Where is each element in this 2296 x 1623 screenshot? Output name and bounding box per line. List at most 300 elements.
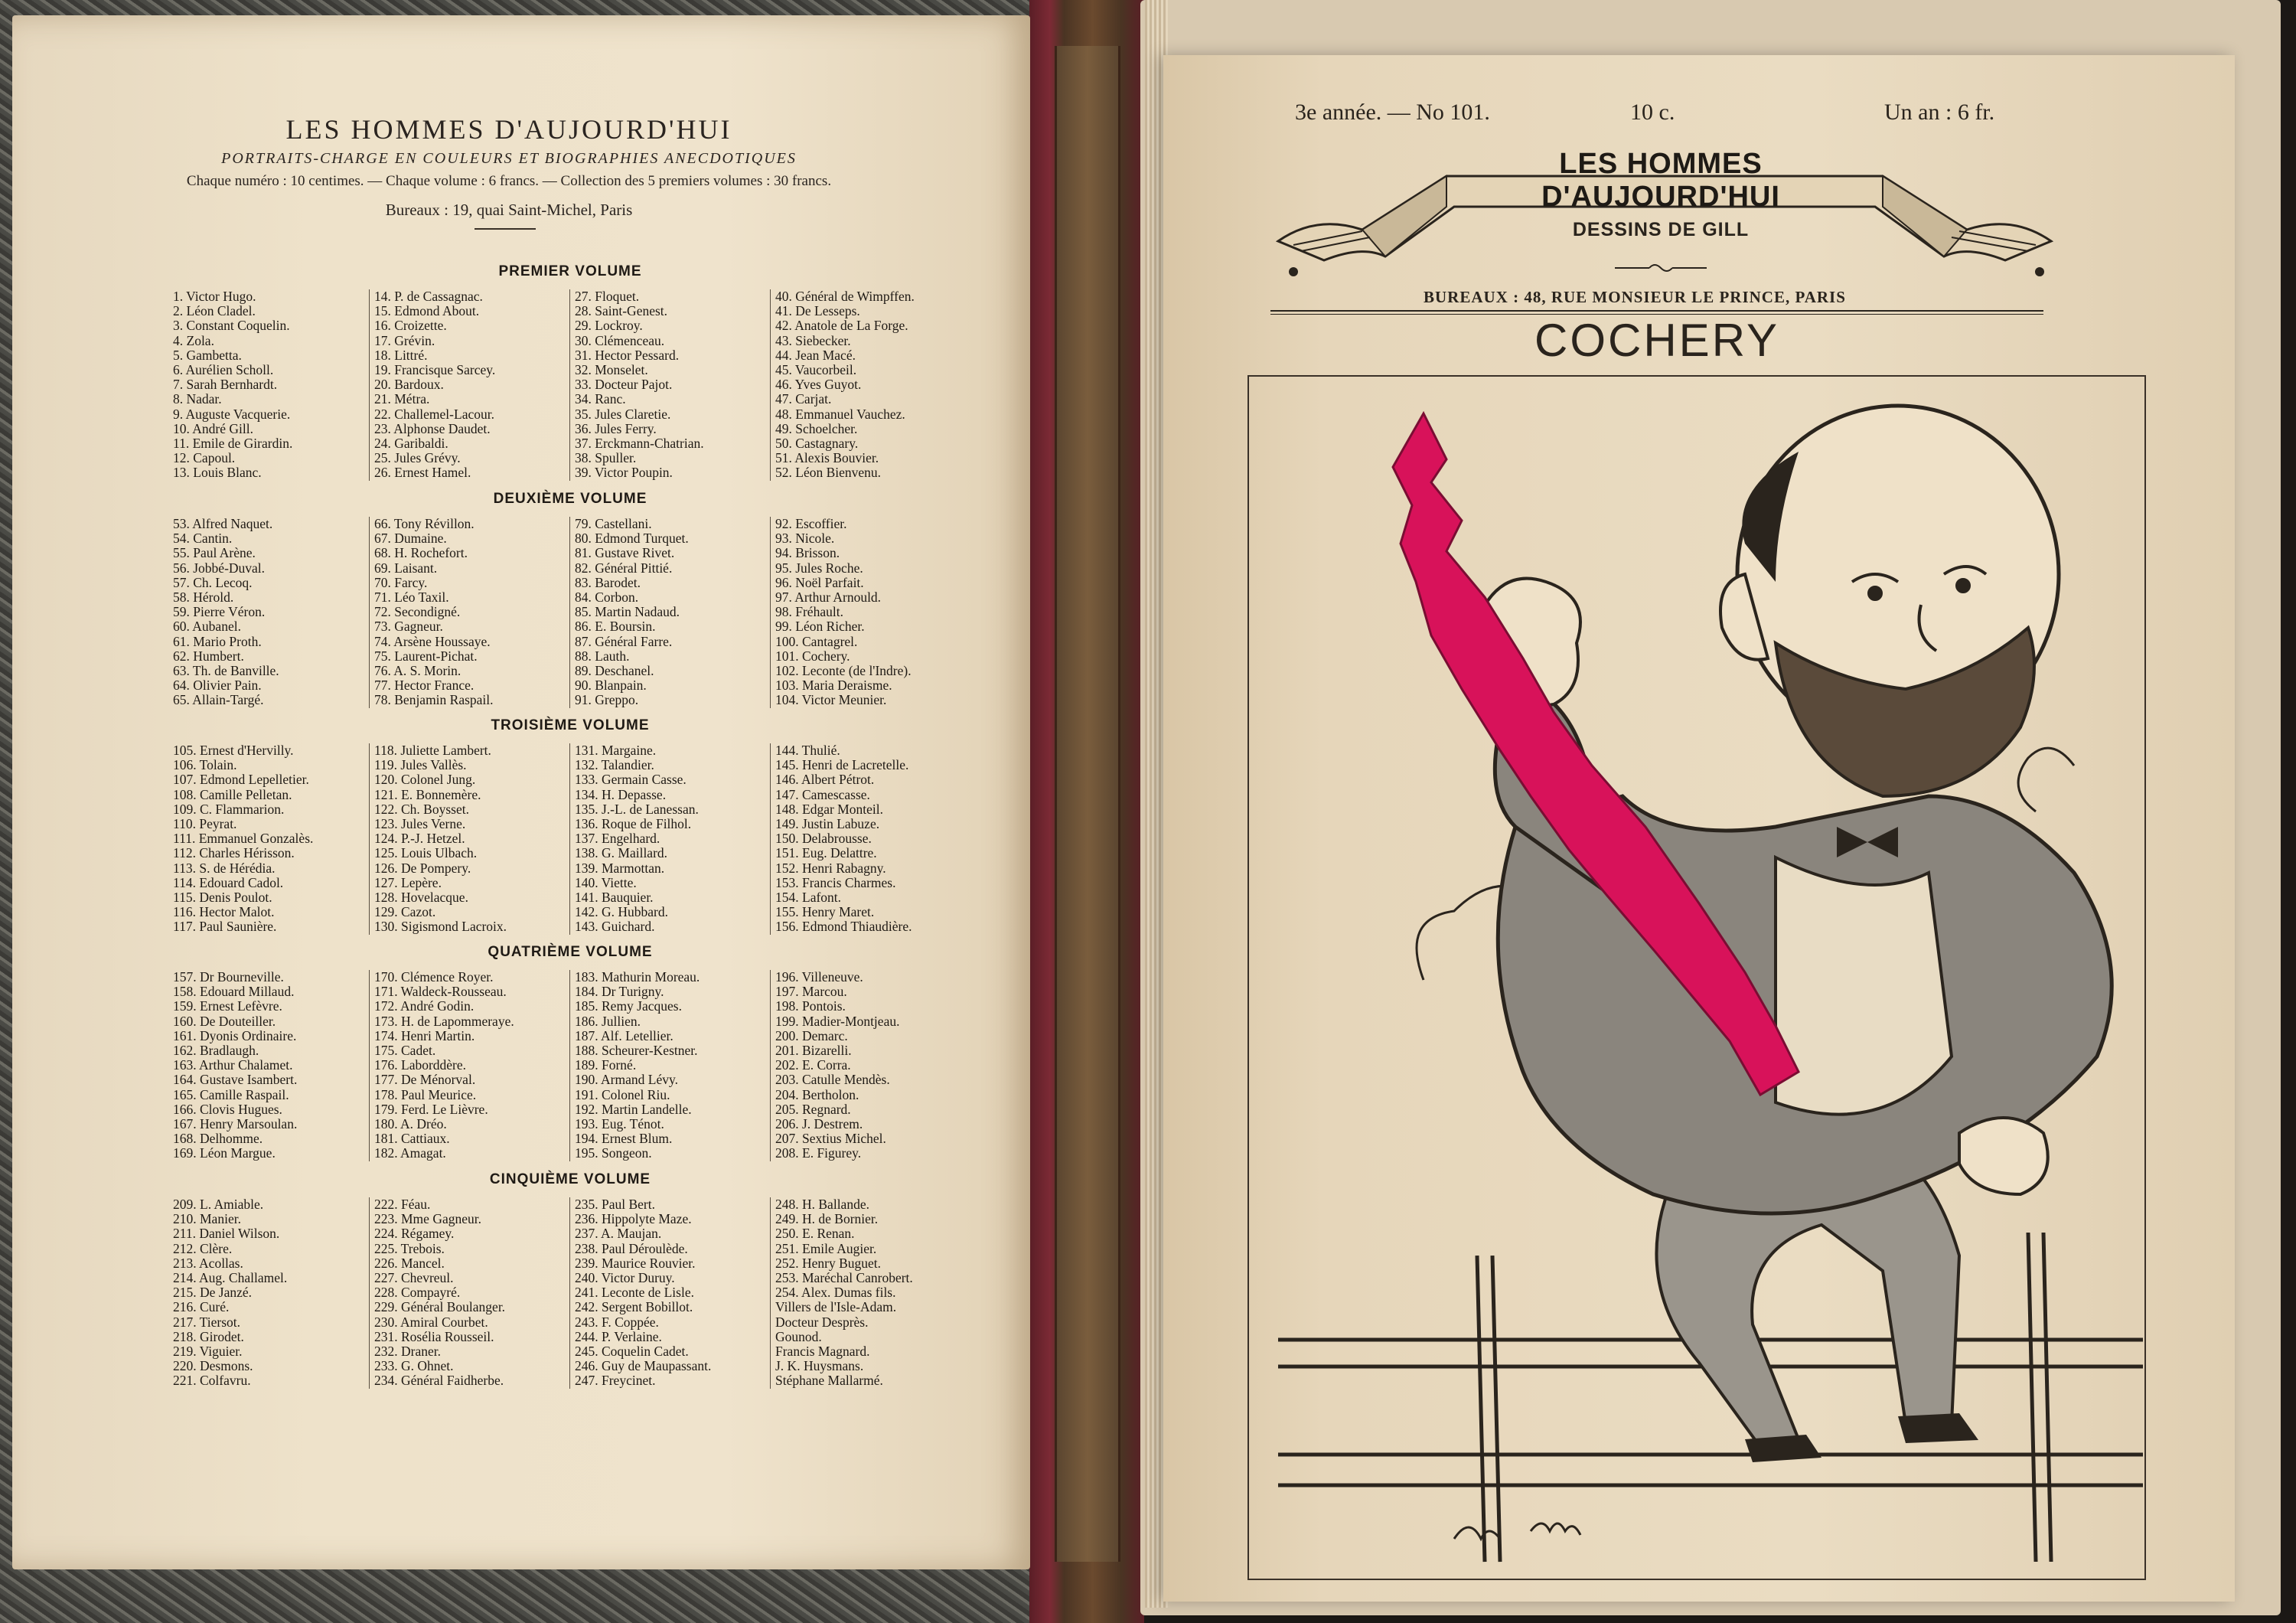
portrait-entry: 189. Forné.	[575, 1057, 637, 1073]
portrait-entry: 113. S. de Hérédia.	[173, 860, 276, 876]
portrait-entry: 38. Spuller.	[575, 450, 637, 466]
portrait-entry: 55. Paul Arène.	[173, 545, 256, 561]
portrait-entry: 82. Général Pittié.	[575, 560, 673, 576]
portrait-entry: 10. André Gill.	[173, 420, 253, 436]
portrait-entry: 120. Colonel Jung.	[374, 772, 476, 788]
portrait-entry: 17. Grévin.	[374, 332, 435, 348]
volume-column	[168, 289, 369, 481]
portrait-entry: 229. Général Boulanger.	[374, 1299, 506, 1315]
portrait-entry: 118. Juliette Lambert.	[374, 743, 491, 758]
portrait-entry: 254. Alex. Dumas fils.	[775, 1285, 896, 1301]
portrait-entry: 27. Floquet.	[575, 289, 640, 304]
portrait-entry: 233. G. Ohnet.	[374, 1358, 454, 1374]
portrait-entry: 112. Charles Hérisson.	[173, 845, 295, 861]
portrait-entry: 58. Hérold.	[173, 589, 234, 606]
caricature-illustration	[1194, 367, 2174, 1569]
portrait-entry: 70. Farcy.	[374, 574, 428, 590]
portrait-entry: Francis Magnard.	[775, 1344, 870, 1360]
portrait-entry: 165. Camille Raspail.	[173, 1086, 289, 1102]
portrait-entry: 188. Scheurer-Kestner.	[575, 1043, 698, 1059]
volume-column	[569, 517, 770, 708]
portrait-entry: 144. Thulié.	[775, 743, 840, 758]
portrait-entry: 43. Siebecker.	[775, 332, 851, 348]
portrait-entry: Docteur Desprès.	[775, 1314, 869, 1330]
portrait-entry: 21. Métra.	[374, 391, 430, 407]
portrait-entry: 14. P. de Cassagnac.	[374, 289, 483, 304]
portrait-entry: 159. Ernest Lefèvre.	[173, 998, 282, 1014]
portrait-entry: 68. H. Rochefort.	[374, 545, 468, 561]
portrait-entry: 191. Colonel Riu.	[575, 1086, 670, 1102]
volume-column	[369, 289, 569, 481]
portrait-entry: 7. Sarah Bernhardt.	[173, 377, 278, 393]
portrait-entry: 172. André Godin.	[374, 998, 475, 1014]
portrait-entry: 3. Constant Coquelin.	[173, 318, 290, 334]
portrait-entry: 252. Henry Buguet.	[775, 1255, 882, 1271]
portrait-entry: 57. Ch. Lecoq.	[173, 574, 253, 590]
portrait-entry: 101. Cochery.	[775, 648, 850, 664]
portrait-entry: 236. Hippolyte Maze.	[575, 1211, 692, 1227]
portrait-entry: 163. Arthur Chalamet.	[173, 1057, 293, 1073]
subject-name: COCHERY	[1534, 315, 1779, 366]
issue-price: 10 c.	[1630, 100, 1675, 125]
portrait-entry: 138. G. Maillard.	[575, 845, 668, 861]
portrait-entry: 131. Margaine.	[575, 743, 657, 758]
portrait-entry: 223. Mme Gagneur.	[374, 1211, 481, 1227]
volume-heading: DEUXIÈME VOLUME	[493, 491, 647, 507]
portrait-entry: 153. Francis Charmes.	[775, 874, 896, 890]
portrait-entry: 46. Yves Guyot.	[775, 377, 862, 393]
portrait-entry: 249. H. de Bornier.	[775, 1211, 879, 1227]
portrait-entry: 28. Saint-Genest.	[575, 303, 668, 319]
portrait-entry: 177. De Ménorval.	[374, 1072, 476, 1088]
portrait-entry: 216. Curé.	[173, 1299, 230, 1315]
portrait-entry: 187. Alf. Letellier.	[575, 1027, 673, 1043]
issue-number: 3e année. — No 101.	[1295, 100, 1490, 125]
portrait-entry: 145. Henri de Lacretelle.	[775, 757, 909, 773]
portrait-entry: 219. Viguier.	[173, 1344, 243, 1360]
portrait-entry: 87. Général Farre.	[575, 633, 673, 649]
portrait-entry: 123. Jules Verne.	[374, 816, 466, 832]
portrait-entry: 182. Amagat.	[374, 1145, 446, 1161]
portrait-entry: 136. Roque de Filhol.	[575, 816, 692, 832]
portrait-entry: 41. De Lesseps.	[775, 303, 860, 319]
portrait-entry: 42. Anatole de La Forge.	[775, 318, 908, 334]
portrait-entry: 202. E. Corra.	[775, 1057, 851, 1073]
portrait-entry: 148. Edgar Monteil.	[775, 801, 883, 817]
portrait-entry: 210. Manier.	[173, 1211, 241, 1227]
subscription-price: Un an : 6 fr.	[1884, 100, 1995, 125]
portrait-entry: 146. Albert Pétrot.	[775, 772, 875, 788]
portrait-entry: 149. Justin Labuze.	[775, 816, 880, 832]
portrait-entry: 121. E. Bonnemère.	[374, 786, 481, 802]
volume-column	[369, 1197, 569, 1389]
portrait-entry: 13. Louis Blanc.	[173, 465, 262, 481]
volume-4	[168, 944, 972, 1161]
portrait-entry: 47. Carjat.	[775, 391, 832, 407]
portrait-entry: 51. Alexis Bouvier.	[775, 450, 879, 466]
volume-column	[770, 289, 970, 481]
left-page-title: LES HOMMES D'AUJOURD'HUI	[285, 114, 732, 145]
portrait-entry: 45. Vaucorbeil.	[775, 362, 857, 378]
portrait-entry: 95. Jules Roche.	[775, 560, 863, 576]
portrait-entry: 106. Tolain.	[173, 757, 237, 773]
masthead-title: LES HOMMES D'AUJOURD'HUI	[1541, 148, 1780, 213]
portrait-entry: 157. Dr Bourneville.	[173, 970, 284, 985]
portrait-entry: 31. Hector Pessard.	[575, 347, 680, 363]
portrait-entry: 201. Bizarelli.	[775, 1043, 852, 1059]
portrait-entry: 126. De Pompery.	[374, 860, 471, 876]
volume-heading: CINQUIÈME VOLUME	[489, 1171, 651, 1187]
portrait-entry: 92. Escoffier.	[775, 517, 847, 531]
portrait-entry: 128. Hovelacque.	[374, 890, 468, 906]
portrait-entry: 62. Humbert.	[173, 648, 244, 664]
portrait-entry: 66. Tony Révillon.	[374, 517, 475, 531]
portrait-entry: 94. Brisson.	[775, 545, 840, 561]
masthead-subtitle: DESSINS DE GILL	[1572, 219, 1750, 240]
portrait-entry: 143. Guichard.	[575, 919, 655, 935]
portrait-entry: 22. Challemel-Lacour.	[374, 406, 494, 422]
portrait-entry: 194. Ernest Blum.	[575, 1131, 673, 1147]
portrait-entry: 81. Gustave Rivet.	[575, 545, 675, 561]
portrait-entry: 240. Victor Duruy.	[575, 1270, 675, 1286]
portrait-entry: 253. Maréchal Canrobert.	[775, 1270, 913, 1286]
portrait-entry: 115. Denis Poulot.	[173, 890, 272, 906]
portrait-entry: 50. Castagnary.	[775, 436, 859, 452]
portrait-entry: 235. Paul Bert.	[575, 1197, 655, 1212]
portrait-entry: 49. Schoelcher.	[775, 420, 858, 436]
portrait-entry: 34. Ranc.	[575, 391, 626, 407]
portrait-entry: 56. Jobbé-Duval.	[173, 560, 266, 576]
portrait-entry: 61. Mario Proth.	[173, 633, 262, 649]
portrait-entry: 103. Maria Deraisme.	[775, 678, 892, 694]
portrait-entry: 221. Colfavru.	[173, 1373, 251, 1389]
volume-column	[569, 289, 770, 481]
portrait-entry: 73. Gagneur.	[374, 619, 443, 635]
volume-heading: TROISIÈME VOLUME	[491, 717, 650, 733]
portrait-entry: 100. Cantagrel.	[775, 633, 858, 649]
portrait-entry: 225. Trebois.	[374, 1240, 445, 1256]
portrait-entry: 237. A. Maujan.	[575, 1226, 662, 1242]
left-page-bureaux: Bureaux : 19, quai Saint-Michel, Paris	[385, 201, 633, 219]
volume-2	[168, 491, 972, 708]
portrait-entry: 226. Mancel.	[374, 1255, 445, 1271]
portrait-entry: 8. Nadar.	[173, 391, 222, 407]
portrait-entry: 6. Aurélien Scholl.	[173, 362, 274, 378]
portrait-entry: 151. Eug. Delattre.	[775, 845, 877, 861]
portrait-entry: 93. Nicole.	[775, 531, 835, 547]
portrait-entry: 32. Monselet.	[575, 362, 648, 378]
portrait-entry: 116. Hector Malot.	[173, 904, 275, 920]
portrait-entry: 76. A. S. Morin.	[374, 663, 461, 679]
portrait-entry: 75. Laurent-Pichat.	[374, 648, 478, 664]
portrait-entry: 212. Clère.	[173, 1240, 233, 1256]
portrait-entry: 224. Régamey.	[374, 1226, 455, 1242]
portrait-entry: 133. Germain Casse.	[575, 772, 687, 788]
volume-heading: PREMIER VOLUME	[498, 263, 642, 279]
portrait-entry: 160. De Douteiller.	[173, 1013, 276, 1029]
portrait-entry: 109. C. Flammarion.	[173, 801, 285, 817]
portrait-entry: 110. Peyrat.	[173, 816, 237, 832]
volume-3	[168, 717, 972, 935]
portrait-entry: 77. Hector France.	[374, 678, 475, 694]
portrait-entry: 18. Littré.	[374, 347, 428, 363]
portrait-entry: 152. Henri Rabagny.	[775, 860, 886, 876]
portrait-entry: 186. Jullien.	[575, 1013, 641, 1029]
portrait-entry: 35. Jules Claretie.	[575, 406, 671, 422]
volume-column	[569, 970, 770, 1161]
portrait-entry: 171. Waldeck-Rousseau.	[374, 984, 507, 1000]
volume-column	[168, 970, 369, 1161]
portrait-entry: 228. Compayré.	[374, 1285, 461, 1301]
portrait-entry: 193. Eug. Ténot.	[575, 1116, 664, 1132]
portrait-entry: 72. Secondigné.	[374, 604, 461, 620]
portrait-entry: 242. Sergent Bobillot.	[575, 1299, 693, 1315]
portrait-entry: 154. Lafont.	[775, 890, 842, 906]
portrait-entry: 25. Jules Grévy.	[374, 450, 461, 466]
portrait-entry: 89. Deschanel.	[575, 663, 654, 679]
portrait-entry: 119. Jules Vallès.	[374, 757, 467, 773]
portrait-entry: 20. Bardoux.	[374, 377, 444, 393]
portrait-entry: 1. Victor Hugo.	[173, 289, 256, 304]
masthead-rule	[1270, 310, 2043, 312]
portrait-entry: 24. Garibaldi.	[374, 436, 448, 452]
portrait-entry: 124. P.-J. Hetzel.	[374, 831, 465, 847]
portrait-entry: 197. Marcou.	[775, 984, 847, 1000]
portrait-entry: 196. Villeneuve.	[775, 970, 863, 985]
portrait-entry: Villers de l'Isle-Adam.	[775, 1299, 897, 1315]
portrait-entry: 169. Léon Margue.	[173, 1145, 276, 1161]
portrait-entry: 65. Allain-Targé.	[173, 692, 264, 708]
portrait-entry: Gounod.	[775, 1328, 822, 1344]
portrait-entry: 125. Louis Ulbach.	[374, 845, 478, 861]
portrait-entry: 86. E. Boursin.	[575, 619, 656, 635]
volume-column	[770, 517, 970, 708]
portrait-entry: 214. Aug. Challamel.	[173, 1270, 288, 1286]
portrait-entry: 5. Gambetta.	[173, 347, 242, 363]
portrait-entry: 137. Engelhard.	[575, 831, 660, 847]
portrait-entry: 215. De Janzé.	[173, 1285, 253, 1301]
ornament-divider	[1615, 262, 1707, 274]
portrait-entry: 203. Catulle Mendès.	[775, 1072, 890, 1088]
portrait-entry: 97. Arthur Arnould.	[775, 589, 882, 606]
portrait-entry: 16. Croizette.	[374, 318, 447, 334]
portrait-entry: 238. Paul Déroulède.	[575, 1240, 688, 1256]
spine-binding	[1055, 46, 1120, 1562]
portrait-entry: 195. Songeon.	[575, 1145, 652, 1161]
portrait-entry: 167. Henry Marsoulan.	[173, 1116, 298, 1132]
portrait-entry: 122. Ch. Boysset.	[374, 801, 469, 817]
portrait-entry: 111. Emmanuel Gonzalès.	[173, 831, 314, 847]
masthead-bureaux: BUREAUX : 48, RUE MONSIEUR LE PRINCE, PARIS	[1424, 288, 1846, 306]
portrait-entry: 198. Pontois.	[775, 998, 846, 1014]
portrait-entry: 11. Emile de Girardin.	[173, 436, 293, 452]
left-page-prices: Chaque numéro : 10 centimes. — Chaque volume : 6 francs. — Collection des 5 premiers volumes : 30 francs.	[186, 173, 832, 189]
portrait-entry: 29. Lockroy.	[575, 318, 643, 334]
portrait-entry: 139. Marmottan.	[575, 860, 665, 876]
title-divider	[475, 228, 536, 230]
portrait-entry: 36. Jules Ferry.	[575, 420, 657, 436]
portrait-entry: 185. Remy Jacques.	[575, 998, 682, 1014]
volume-column	[770, 743, 970, 935]
portrait-entry: 99. Léon Richer.	[775, 619, 865, 635]
portrait-entry: 127. Lepère.	[374, 874, 442, 890]
volume-column	[369, 743, 569, 935]
portrait-entry: 247. Freycinet.	[575, 1373, 656, 1389]
portrait-entry: 181. Cattiaux.	[374, 1131, 450, 1147]
portrait-entry: 117. Paul Saunière.	[173, 919, 277, 935]
portrait-entry: 105. Ernest d'Hervilly.	[173, 743, 294, 758]
portrait-entry: 44. Jean Macé.	[775, 347, 856, 363]
portrait-entry: 222. Féau.	[374, 1197, 431, 1212]
portrait-entry: 88. Lauth.	[575, 648, 630, 664]
volume-heading: QUATRIÈME VOLUME	[488, 944, 653, 960]
volume-column	[369, 517, 569, 708]
portrait-entry: 213. Acollas.	[173, 1255, 243, 1271]
portrait-entry: 183. Mathurin Moreau.	[575, 970, 700, 985]
portrait-entry: 231. Rosélia Rousseil.	[374, 1328, 494, 1344]
volume-column	[770, 970, 970, 1161]
portrait-entry: 130. Sigismond Lacroix.	[374, 919, 507, 935]
volume-1	[168, 263, 972, 481]
portrait-entry: 161. Dyonis Ordinaire.	[173, 1027, 297, 1043]
portrait-entry: 74. Arsène Houssaye.	[374, 633, 491, 649]
volume-column	[168, 517, 369, 708]
portrait-entry: 230. Amiral Courbet.	[374, 1314, 488, 1330]
portrait-entry: 33. Docteur Pajot.	[575, 377, 673, 393]
portrait-entry: 220. Desmons.	[173, 1358, 253, 1374]
portrait-entry: 176. Laborddère.	[374, 1057, 467, 1073]
portrait-entry: 104. Victor Meunier.	[775, 692, 887, 708]
portrait-entry: 244. P. Verlaine.	[575, 1328, 662, 1344]
portrait-entry: 114. Edouard Cadol.	[173, 874, 284, 890]
portrait-entry: 79. Castellani.	[575, 517, 652, 531]
portrait-entry: 98. Fréhault.	[775, 604, 843, 620]
portrait-entry: 91. Greppo.	[575, 692, 639, 708]
portrait-entry: 166. Clovis Hugues.	[173, 1101, 282, 1117]
portrait-entry: 83. Barodet.	[575, 574, 641, 590]
portrait-entry: 190. Armand Lévy.	[575, 1072, 678, 1088]
portrait-entry: 9. Auguste Vacquerie.	[173, 406, 291, 422]
portrait-entry: 162. Bradlaugh.	[173, 1043, 259, 1059]
portrait-entry: 64. Olivier Pain.	[173, 678, 262, 694]
portrait-entry: 199. Madier-Montjeau.	[775, 1013, 900, 1029]
portrait-entry: 67. Dumaine.	[374, 531, 447, 547]
portrait-entry: 200. Demarc.	[775, 1027, 848, 1043]
portrait-entry: 227. Chevreul.	[374, 1270, 454, 1286]
portrait-entry: 204. Bertholon.	[775, 1086, 859, 1102]
portrait-entry: 23. Alphonse Daudet.	[374, 420, 491, 436]
portrait-entry: 250. E. Renan.	[775, 1226, 855, 1242]
portrait-entry: 156. Edmond Thiaudière.	[775, 919, 912, 935]
portrait-entry: 78. Benjamin Raspail.	[374, 692, 494, 708]
portrait-entry: 53. Alfred Naquet.	[173, 517, 273, 531]
portrait-entry: 248. H. Ballande.	[775, 1197, 869, 1212]
portrait-entry: 218. Girodet.	[173, 1328, 244, 1344]
portrait-entry: 155. Henry Maret.	[775, 904, 875, 920]
portrait-entry: 85. Martin Nadaud.	[575, 604, 680, 620]
portrait-entry: 241. Leconte de Lisle.	[575, 1285, 694, 1301]
portrait-entry: 26. Ernest Hamel.	[374, 465, 471, 481]
portrait-entry: 179. Ferd. Le Lièvre.	[374, 1101, 488, 1117]
portrait-entry: 96. Noël Parfait.	[775, 574, 864, 590]
portrait-entry: 239. Maurice Rouvier.	[575, 1255, 696, 1271]
portrait-entry: 2. Léon Cladel.	[173, 303, 256, 319]
portrait-entry: 205. Regnard.	[775, 1101, 851, 1117]
portrait-entry: 206. J. Destrem.	[775, 1116, 863, 1132]
left-page-subtitle: PORTRAITS-CHARGE EN COULEURS ET BIOGRAPHIES ANECDOTIQUES	[221, 150, 797, 167]
portrait-entry: 71. Léo Taxil.	[374, 589, 449, 606]
portrait-entry: 4. Zola.	[173, 332, 214, 348]
portrait-entry: 147. Camescasse.	[775, 786, 870, 802]
portrait-entry: 135. J.-L. de Lanessan.	[575, 801, 699, 817]
portrait-entry: 59. Pierre Véron.	[173, 604, 266, 620]
portrait-entry: J. K. Huysmans.	[775, 1358, 864, 1374]
portrait-entry: 209. L. Amiable.	[173, 1197, 264, 1212]
portrait-entry: 164. Gustave Isambert.	[173, 1072, 298, 1088]
portrait-entry: 40. Général de Wimpffen.	[775, 289, 915, 304]
portrait-entry: 37. Erckmann-Chatrian.	[575, 436, 704, 452]
portrait-entry: 80. Edmond Turquet.	[575, 531, 689, 547]
portrait-entry: 208. E. Figurey.	[775, 1145, 862, 1161]
portrait-entry: 180. A. Dréo.	[374, 1116, 447, 1132]
portrait-entry: 175. Cadet.	[374, 1043, 436, 1059]
portrait-entry: 174. Henri Martin.	[374, 1027, 475, 1043]
portrait-entry: 108. Camille Pelletan.	[173, 786, 292, 802]
portrait-entry: 192. Martin Landelle.	[575, 1101, 692, 1117]
volume-column	[569, 743, 770, 935]
portrait-entry: 12. Capoul.	[173, 450, 236, 466]
portrait-entry: 178. Paul Meurice.	[374, 1086, 477, 1102]
portrait-entry: 15. Edmond About.	[374, 303, 480, 319]
portrait-entry: 211. Daniel Wilson.	[173, 1226, 280, 1242]
portrait-entry: 69. Laisant.	[374, 560, 438, 576]
portrait-entry: 102. Leconte (de l'Indre).	[775, 663, 912, 679]
portrait-entry: 39. Victor Poupin.	[575, 465, 673, 481]
portrait-entry: 150. Delabrousse.	[775, 831, 872, 847]
portrait-entry: 251. Emile Augier.	[775, 1240, 877, 1256]
portrait-entry: Stéphane Mallarmé.	[775, 1373, 883, 1389]
portrait-entry: 245. Coquelin Cadet.	[575, 1344, 689, 1360]
volume-column	[369, 970, 569, 1161]
portrait-entry: 19. Francisque Sarcey.	[374, 362, 496, 378]
portrait-entry: 63. Th. de Banville.	[173, 663, 279, 679]
portrait-entry: 184. Dr Turigny.	[575, 984, 664, 1000]
portrait-entry: 142. G. Hubbard.	[575, 904, 668, 920]
portrait-entry: 168. Delhomme.	[173, 1131, 263, 1147]
portrait-entry: 30. Clémenceau.	[575, 332, 665, 348]
portrait-entry: 234. Général Faidherbe.	[374, 1373, 504, 1389]
portrait-entry: 246. Guy de Maupassant.	[575, 1358, 712, 1374]
volume-column	[569, 1197, 770, 1389]
volume-5	[168, 1171, 972, 1389]
portrait-entry: 243. F. Coppée.	[575, 1314, 659, 1330]
portrait-entry: 207. Sextius Michel.	[775, 1131, 886, 1147]
portrait-entry: 170. Clémence Royer.	[374, 970, 494, 985]
portrait-entry: 107. Edmond Lepelletier.	[173, 772, 309, 788]
portrait-entry: 141. Bauquier.	[575, 890, 654, 906]
portrait-entry: 140. Viette.	[575, 874, 637, 890]
portrait-entry: 217. Tiersot.	[173, 1314, 241, 1330]
portrait-entry: 134. H. Depasse.	[575, 786, 667, 802]
portrait-entry: 54. Cantin.	[173, 531, 233, 547]
volume-column	[770, 1197, 970, 1389]
portrait-entry: 90. Blanpain.	[575, 678, 647, 694]
portrait-entry: 158. Edouard Millaud.	[173, 984, 295, 1000]
portrait-entry: 52. Léon Bienvenu.	[775, 465, 882, 481]
volume-column	[168, 1197, 369, 1389]
volume-column	[168, 743, 369, 935]
portrait-entry: 84. Corbon.	[575, 589, 639, 606]
